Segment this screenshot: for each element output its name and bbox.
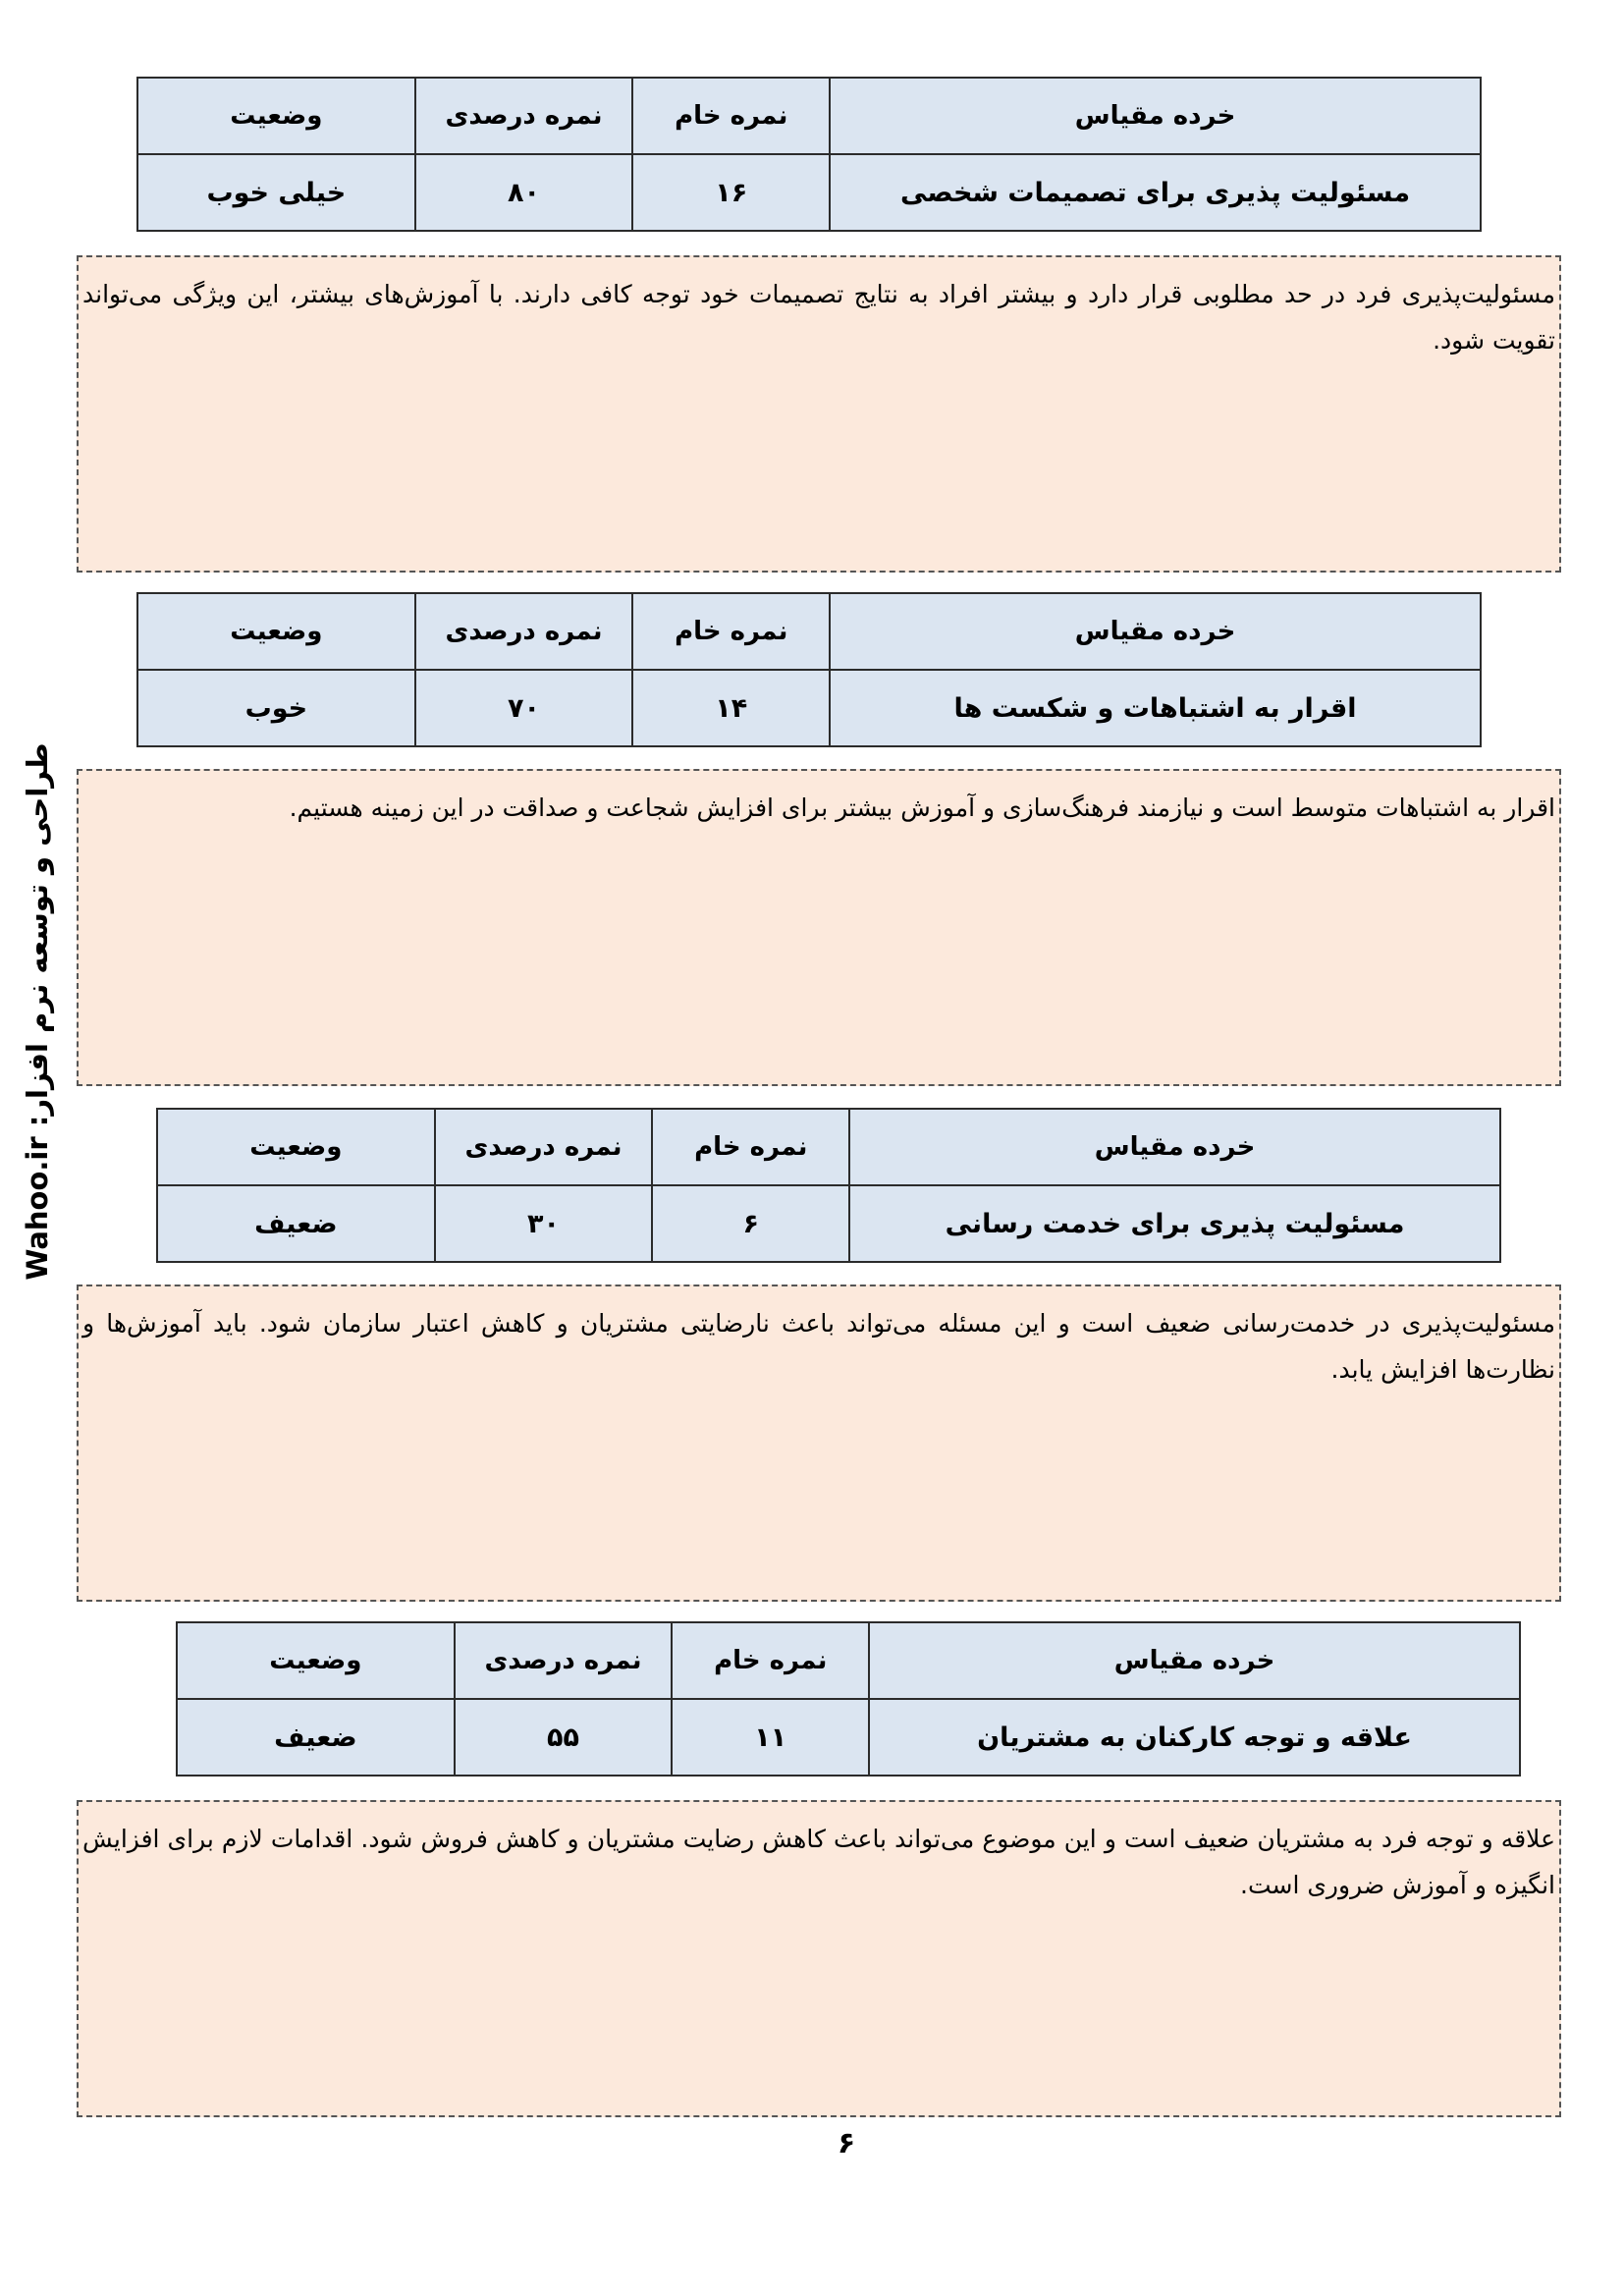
score-table-2 [136,592,1482,747]
interpretation-note-3: مسئولیت‌پذیری در خدمت‌رسانی ضعیف است و این مسئله می‌تواند باعث نارضایتی مشتریان و کاهش اعتبار سازمان شود. باید آموزش‌ها و نظارت‌ها افزایش یابد. [77,1285,1561,1602]
header-raw-score: نمره خام [652,1109,849,1185]
cell-status: ضعیف [157,1185,435,1262]
cell-raw-score: ۱۴ [632,670,830,746]
header-status: وضعیت [157,1109,435,1185]
score-table-4 [176,1621,1521,1777]
cell-percent-score: ۵۵ [455,1699,673,1776]
score-table-3 [156,1108,1501,1263]
header-subscale: خرده مقیاس [830,593,1481,670]
cell-percent-score: ۸۰ [415,154,633,231]
cell-percent-score: ۷۰ [415,670,633,746]
header-subscale: خرده مقیاس [830,78,1481,154]
header-raw-score: نمره خام [672,1622,869,1699]
table-row [157,1185,1500,1262]
header-percent-score: نمره درصدی [415,593,633,670]
side-branding-label: طراحی و توسعه نرم افزار: Wahoo.ir [21,742,54,1281]
table-header-row [137,78,1481,154]
header-status: وضعیت [137,593,415,670]
table-row [177,1699,1520,1776]
cell-raw-score: ۱۱ [672,1699,869,1776]
cell-status: خیلی خوب [137,154,415,231]
header-percent-score: نمره درصدی [455,1622,673,1699]
cell-status: خوب [137,670,415,746]
table-row [137,670,1481,746]
header-subscale: خرده مقیاس [869,1622,1520,1699]
cell-raw-score: ۶ [652,1185,849,1262]
interpretation-note-4: علاقه و توجه فرد به مشتریان ضعیف است و این موضوع می‌تواند باعث کاهش رضایت مشتریان و کاهش فروش شود. اقدامات لازم برای افزایش انگیزه و آموزش ضروری است. [77,1800,1561,2117]
header-raw-score: نمره خام [632,593,830,670]
cell-status: ضعیف [177,1699,455,1776]
header-percent-score: نمره درصدی [435,1109,653,1185]
page-number: ۶ [837,2126,856,2160]
cell-subscale: اقرار به اشتباهات و شکست ها [830,670,1481,746]
cell-raw-score: ۱۶ [632,154,830,231]
cell-subscale: مسئولیت پذیری برای خدمت رسانی [849,1185,1500,1262]
interpretation-note-2: اقرار به اشتباهات متوسط است و نیازمند فرهنگ‌سازی و آموزش بیشتر برای افزایش شجاعت و صداقت در این زمینه هستیم. [77,769,1561,1086]
cell-subscale: علاقه و توجه کارکنان به مشتریان [869,1699,1520,1776]
header-subscale: خرده مقیاس [849,1109,1500,1185]
table-header-row [177,1622,1520,1699]
header-raw-score: نمره خام [632,78,830,154]
header-status: وضعیت [137,78,415,154]
header-percent-score: نمره درصدی [415,78,633,154]
table-header-row [137,593,1481,670]
cell-subscale: مسئولیت پذیری برای تصمیمات شخصی [830,154,1481,231]
table-header-row [157,1109,1500,1185]
interpretation-note-1: مسئولیت‌پذیری فرد در حد مطلوبی قرار دارد و بیشتر افراد به نتایج تصمیمات خود توجه کافی دارند. با آموزش‌های بیشتر، این ویژگی می‌تواند تقویت شود. [77,255,1561,573]
score-table-1 [136,77,1482,232]
header-status: وضعیت [177,1622,455,1699]
table-row [137,154,1481,231]
cell-percent-score: ۳۰ [435,1185,653,1262]
